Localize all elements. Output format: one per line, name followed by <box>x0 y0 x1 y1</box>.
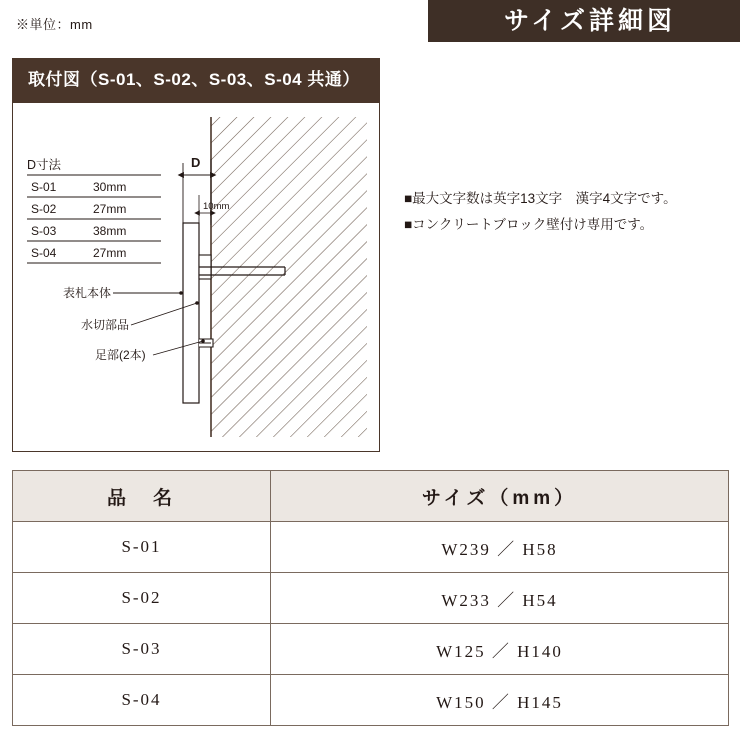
d-row-2-name: S-03 <box>31 224 57 238</box>
column-header-name: 品 名 <box>13 471 271 522</box>
table-row <box>13 522 729 573</box>
d-row-3-name: S-04 <box>31 246 57 260</box>
cell-size: W233 ／ H54 <box>271 573 729 624</box>
table-row <box>13 624 729 675</box>
d-row-1-name: S-02 <box>31 202 57 216</box>
table-header-row <box>13 471 729 522</box>
diagram-body <box>12 102 380 452</box>
d-row-3-value: 27mm <box>93 246 127 260</box>
note-item-1: ■コンクリートブロック壁付け専用です。 <box>404 217 654 232</box>
cell-size: W125 ／ H140 <box>271 624 729 675</box>
d-label: D <box>191 155 201 170</box>
d-table-caption: D寸法 <box>27 158 62 172</box>
d-row-0-name: S-01 <box>31 180 57 194</box>
small-dim-label: 10mm <box>203 201 230 212</box>
cell-name: S-02 <box>13 573 271 624</box>
column-header-size: サイズ（mm） <box>271 471 729 522</box>
cell-name: S-04 <box>13 675 271 726</box>
unit-note: ※単位：mm <box>16 17 93 32</box>
note-item-0: ■最大文字数は英字13文字 漢字4文字です。 <box>404 191 677 206</box>
spec-table-wrap <box>12 470 728 726</box>
callout-body-label: 表札本体 <box>63 286 112 300</box>
d-row-0-value: 30mm <box>93 180 127 194</box>
table-row <box>13 675 729 726</box>
cell-size: W150 ／ H145 <box>271 675 729 726</box>
callout-drip-label: 水切部品 <box>81 318 130 332</box>
page-header <box>0 0 740 46</box>
table-row <box>13 573 729 624</box>
mounting-diagram-svg <box>13 103 379 451</box>
diagram-drawing <box>13 103 379 451</box>
wall-hatch <box>211 117 367 437</box>
title-band <box>428 0 740 42</box>
cell-name: S-01 <box>13 522 271 573</box>
callout-legs-label: 足部(2本) <box>95 348 146 362</box>
d-row-2-value: 38mm <box>93 224 127 238</box>
d-dimension-table <box>27 157 161 263</box>
spec-table <box>12 470 729 726</box>
notes-list <box>404 186 724 238</box>
callout-labels <box>63 285 203 362</box>
panel-tab-label: 取付図（S-01、S-02、S-03、S-04 共通） <box>12 58 380 102</box>
cell-size: W239 ／ H58 <box>271 522 729 573</box>
page-title: サイズ詳細図 <box>503 7 676 35</box>
d-row-1-value: 27mm <box>93 202 127 216</box>
mounting-diagram-panel <box>12 58 728 458</box>
cell-name: S-03 <box>13 624 271 675</box>
